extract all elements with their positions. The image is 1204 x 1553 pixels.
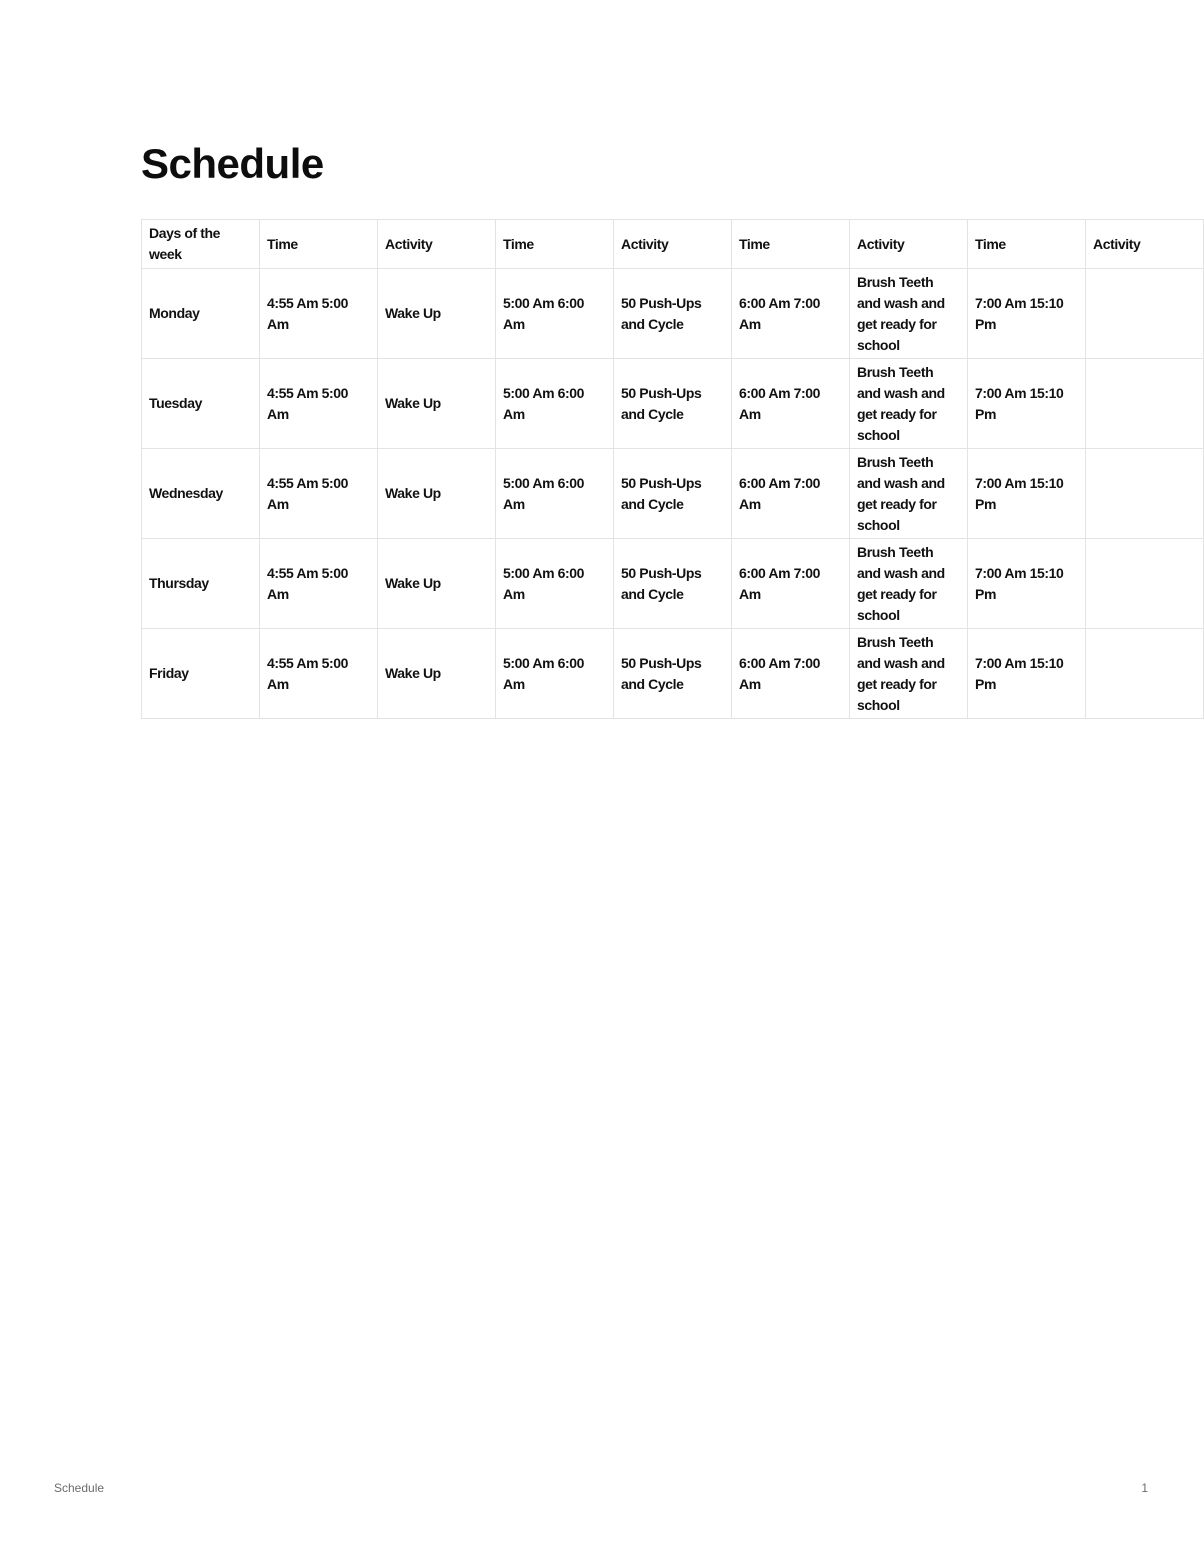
table-cell-activity: Wake Up	[378, 629, 496, 719]
column-header-days: Days of the week	[142, 220, 260, 269]
table-cell-activity	[1086, 269, 1204, 359]
table-cell-day: Wednesday	[142, 449, 260, 539]
table-cell-activity: Wake Up	[378, 359, 496, 449]
table-cell-activity: Brush Teeth and wash and get ready for school	[850, 539, 968, 629]
table-cell-time: 7:00 Am 15:10 Pm	[968, 449, 1086, 539]
table-cell-day: Monday	[142, 269, 260, 359]
table-row	[142, 449, 1204, 539]
table-cell-time: 4:55 Am 5:00 Am	[260, 359, 378, 449]
table-cell-time: 4:55 Am 5:00 Am	[260, 539, 378, 629]
table-row	[142, 629, 1204, 719]
table-cell-activity: 50 Push-Ups and Cycle	[614, 359, 732, 449]
table-cell-activity: Wake Up	[378, 269, 496, 359]
table-cell-activity: Brush Teeth and wash and get ready for school	[850, 359, 968, 449]
table-cell-activity: Brush Teeth and wash and get ready for school	[850, 629, 968, 719]
column-header-time: Time	[260, 220, 378, 269]
column-header-time: Time	[968, 220, 1086, 269]
table-cell-time: 5:00 Am 6:00 Am	[496, 359, 614, 449]
table-cell-activity: Wake Up	[378, 449, 496, 539]
table-cell-time: 6:00 Am 7:00 Am	[732, 269, 850, 359]
table-cell-activity	[1086, 359, 1204, 449]
table-cell-time: 4:55 Am 5:00 Am	[260, 269, 378, 359]
table-cell-activity: Brush Teeth and wash and get ready for school	[850, 269, 968, 359]
table-cell-activity: Brush Teeth and wash and get ready for school	[850, 449, 968, 539]
table-cell-time: 5:00 Am 6:00 Am	[496, 269, 614, 359]
table-cell-time: 5:00 Am 6:00 Am	[496, 449, 614, 539]
column-header-activity: Activity	[378, 220, 496, 269]
table-row	[142, 539, 1204, 629]
table-cell-time: 6:00 Am 7:00 Am	[732, 359, 850, 449]
table-cell-activity: 50 Push-Ups and Cycle	[614, 629, 732, 719]
schedule-table-container	[141, 219, 1141, 721]
table-cell-time: 6:00 Am 7:00 Am	[732, 539, 850, 629]
column-header-activity: Activity	[1086, 220, 1204, 269]
table-cell-activity: 50 Push-Ups and Cycle	[614, 449, 732, 539]
table-cell-day: Friday	[142, 629, 260, 719]
table-row	[142, 359, 1204, 449]
table-cell-time: 7:00 Am 15:10 Pm	[968, 629, 1086, 719]
table-cell-time: 7:00 Am 15:10 Pm	[968, 539, 1086, 629]
table-cell-activity	[1086, 449, 1204, 539]
page-title: Schedule	[141, 140, 324, 187]
column-header-activity: Activity	[614, 220, 732, 269]
column-header-activity: Activity	[850, 220, 968, 269]
table-cell-time: 4:55 Am 5:00 Am	[260, 629, 378, 719]
table-cell-activity: 50 Push-Ups and Cycle	[614, 269, 732, 359]
table-row	[142, 269, 1204, 359]
table-cell-day: Tuesday	[142, 359, 260, 449]
table-cell-activity: 50 Push-Ups and Cycle	[614, 539, 732, 629]
table-cell-activity: Wake Up	[378, 539, 496, 629]
table-cell-activity	[1086, 539, 1204, 629]
table-cell-time: 6:00 Am 7:00 Am	[732, 629, 850, 719]
table-cell-day: Thursday	[142, 539, 260, 629]
column-header-time: Time	[732, 220, 850, 269]
table-cell-time: 7:00 Am 15:10 Pm	[968, 359, 1086, 449]
table-cell-time: 5:00 Am 6:00 Am	[496, 629, 614, 719]
table-header-row	[142, 220, 1204, 269]
footer-document-name: Schedule	[54, 1481, 105, 1495]
table-cell-time: 5:00 Am 6:00 Am	[496, 539, 614, 629]
table-cell-time: 4:55 Am 5:00 Am	[260, 449, 378, 539]
table-cell-time: 7:00 Am 15:10 Pm	[968, 269, 1086, 359]
footer-page-number: 1	[1141, 1481, 1148, 1495]
schedule-table	[141, 219, 1204, 719]
table-cell-time: 6:00 Am 7:00 Am	[732, 449, 850, 539]
table-cell-activity	[1086, 629, 1204, 719]
column-header-time: Time	[496, 220, 614, 269]
